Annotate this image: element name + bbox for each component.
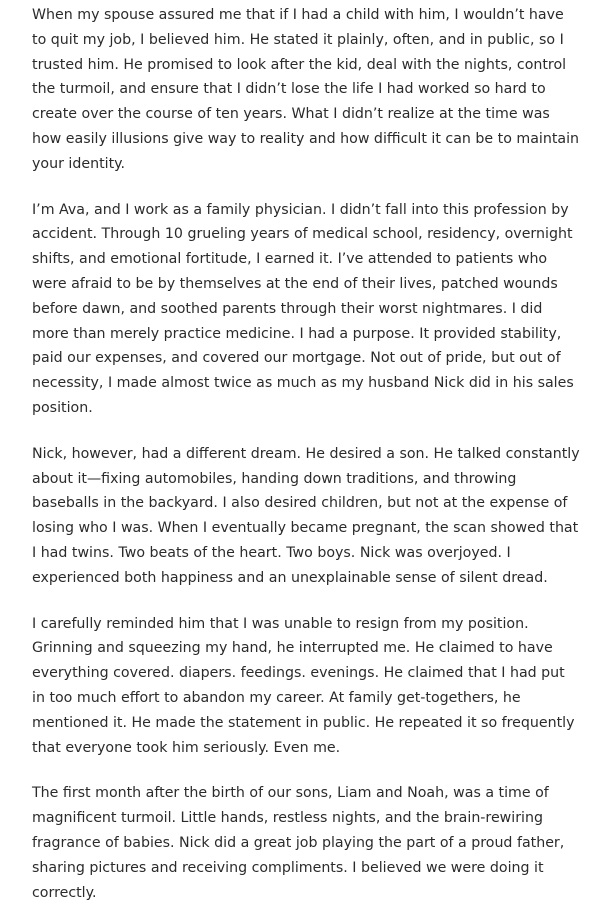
- paragraph-3: Nick, however, had a different dream. He desired a son. He talked constantly about it—fixing automobiles, handing down traditions, and throwing baseballs in the backyard. I also desired children, but not at the expense of losing who I was. When I eventually became pregnant, the scan showed that I had twins. Two beats of the heart. Two boys. Nick was overjoyed. I experienced both happiness and an unexplainable sense of silent dread.: [32, 445, 580, 586]
- paragraph-5: The first month after the birth of our sons, Liam and Noah, was a time of magnificent turmoil. Little hands, restless nights, and the brain-rewiring fragrance of babies. Nick did a great job playing the part of a proud father, sharing pictures and receiving compliments. I believed we were doing it correctly.: [32, 785, 565, 901]
- paragraph-2: I’m Ava, and I work as a family physician. I didn’t fall into this profession by accident. Through 10 grueling years of medical school, residency, overnight shifts, and emotional fortitude, I earned it. I’ve attended to patients who were afraid to be by themselves at the end of their lives, patched wounds before dawn, and soothed parents through their worst nightmares. I did more than merely practice medicine. I had a purpose. It provided stability, paid our expenses, and covered our mortgage. Not out of pride, but out of necessity, I made almost twice as much as my husband Nick did in his sales position.: [32, 201, 574, 416]
- paragraph-1: When my spouse assured me that if I had a child with him, I wouldn’t have to quit my job, I believed him. He stated it plainly, often, and in public, so I trusted him. He promised to look after the kid, deal with the nights, control the turmoil, and ensure that I didn’t lose the life I had worked so hard to create over the course of ten years. What I didn’t realize at the time was how easily illusions give way to reality and how difficult it can be to maintain your identity.: [32, 7, 580, 172]
- paragraph-4: I carefully reminded him that I was unable to resign from my position. Grinning and squeezing my hand, he interrupted me. He claimed to have everything covered. diapers. feedings. evenings. He claimed that I had put in too much effort to abandon my career. At family get-togethers, he mentioned it. He made the statement in public. He repeated it so frequently that everyone took him seriously. Even me.: [32, 615, 575, 756]
